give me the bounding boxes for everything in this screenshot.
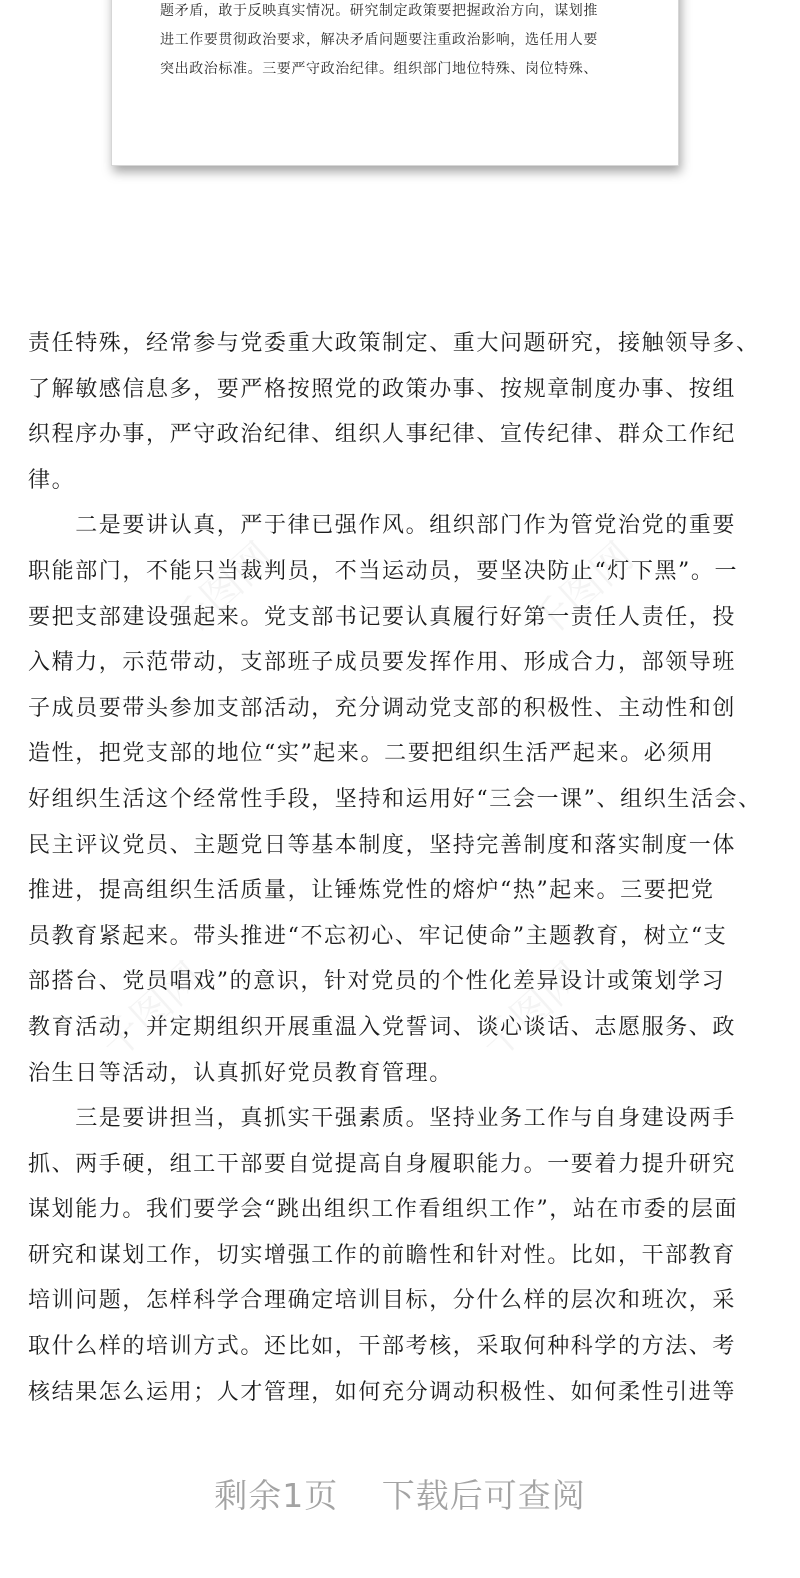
text-line: 要把支部建设强起来。党支部书记要认真履行好第一责任人责任，投	[28, 604, 737, 630]
text-line: 职能部门，不能只当裁判员，不当运动员，要坚决防止“灯下黑”。一	[28, 558, 739, 584]
download-to-view-label[interactable]: 下载后可查阅	[381, 1476, 586, 1515]
text-line: 部搭台、党员唱戏”的意识，针对党员的个性化差异设计或策划学习	[28, 969, 726, 995]
card-line: 题矛盾，敢于反映真实情况。研究制定政策要把握政治方向，谋划推	[160, 3, 598, 19]
text-line: 了解敏感信息多，要严格按照党的政策办事、按规章制度办事、按组	[28, 376, 737, 402]
text-line: 取什么样的培训方式。还比如，干部考核，采取何种科学的方法、考	[28, 1334, 737, 1360]
text-line: 教育活动，并定期组织开展重温入党誓词、谈心谈话、志愿服务、政	[28, 1014, 737, 1040]
watermark-icon: 千图网	[522, 533, 643, 649]
text-line: 子成员要带头参加支部活动，充分调动党支部的积极性、主动性和创	[28, 695, 737, 721]
card-line: 突出政治标准。三要严守政治纪律。组织部门地位特殊、岗位特殊、	[160, 61, 598, 77]
text-line: 三是要讲担当，真抓实干强素质。坚持业务工作与自身建设两手	[28, 1106, 737, 1132]
remaining-pages-label[interactable]: 剩余1页	[214, 1476, 339, 1515]
text-line: 治生日等活动，认真抓好党员教育管理。	[28, 1060, 453, 1086]
watermark-icon: 千图网	[92, 953, 213, 1069]
text-line: 抓、两手硬，组工干部要自觉提高自身履职能力。一要着力提升研究	[28, 1151, 737, 1177]
text-line: 二是要讲认真，严于律已强作风。组织部门作为管党治党的重要	[28, 513, 737, 539]
text-line: 培训问题，怎样科学合理确定培训目标，分什么样的层次和班次，采	[28, 1288, 737, 1314]
document-body	[28, 321, 770, 1415]
card-line: 进工作要贯彻政治要求，解决矛盾问题要注重政治影响，选任用人要	[160, 32, 598, 48]
text-line: 造性，把党支部的地位“实”起来。二要把组织生活严起来。必须用	[28, 741, 715, 767]
text-line: 律。	[28, 467, 76, 493]
text-line: 员教育紧起来。带头推进“不忘初心、牢记使命”主题教育，树立“支	[28, 923, 728, 949]
text-line: 研究和谋划工作，切实增强工作的前瞻性和针对性。比如，干部教育	[28, 1242, 737, 1268]
download-prompt[interactable]	[0, 1470, 800, 1517]
watermark-icon: 千图网	[472, 953, 593, 1069]
text-line: 民主评议党员、主题党日等基本制度，坚持完善制度和落实制度一体	[28, 832, 737, 858]
text-line: 责任特殊，经常参与党委重大政策制定、重大问题研究，接触领导多、	[28, 331, 760, 356]
text-line: 推进，提高组织生活质量，让锤炼党性的熔炉“热”起来。三要把党	[28, 878, 715, 904]
previous-page-text	[160, 0, 638, 84]
text-line: 织程序办事，严守政治纪律、组织人事纪律、宣传纪律、群众工作纪	[28, 422, 737, 448]
previous-page-card	[111, 0, 679, 166]
text-line: 好组织生活这个经常性手段，坚持和运用好“三会一课”、组织生活会、	[28, 786, 762, 812]
text-line: 谋划能力。我们要学会“跳出组织工作看组织工作”，站在市委的层面	[28, 1197, 739, 1223]
text-line: 核结果怎么运用；人才管理，如何充分调动积极性、如何柔性引进等	[28, 1379, 737, 1405]
text-line: 入精力，示范带动，支部班子成员要发挥作用、形成合力，部领导班	[28, 650, 737, 676]
watermark-icon: 千图网	[162, 533, 283, 649]
